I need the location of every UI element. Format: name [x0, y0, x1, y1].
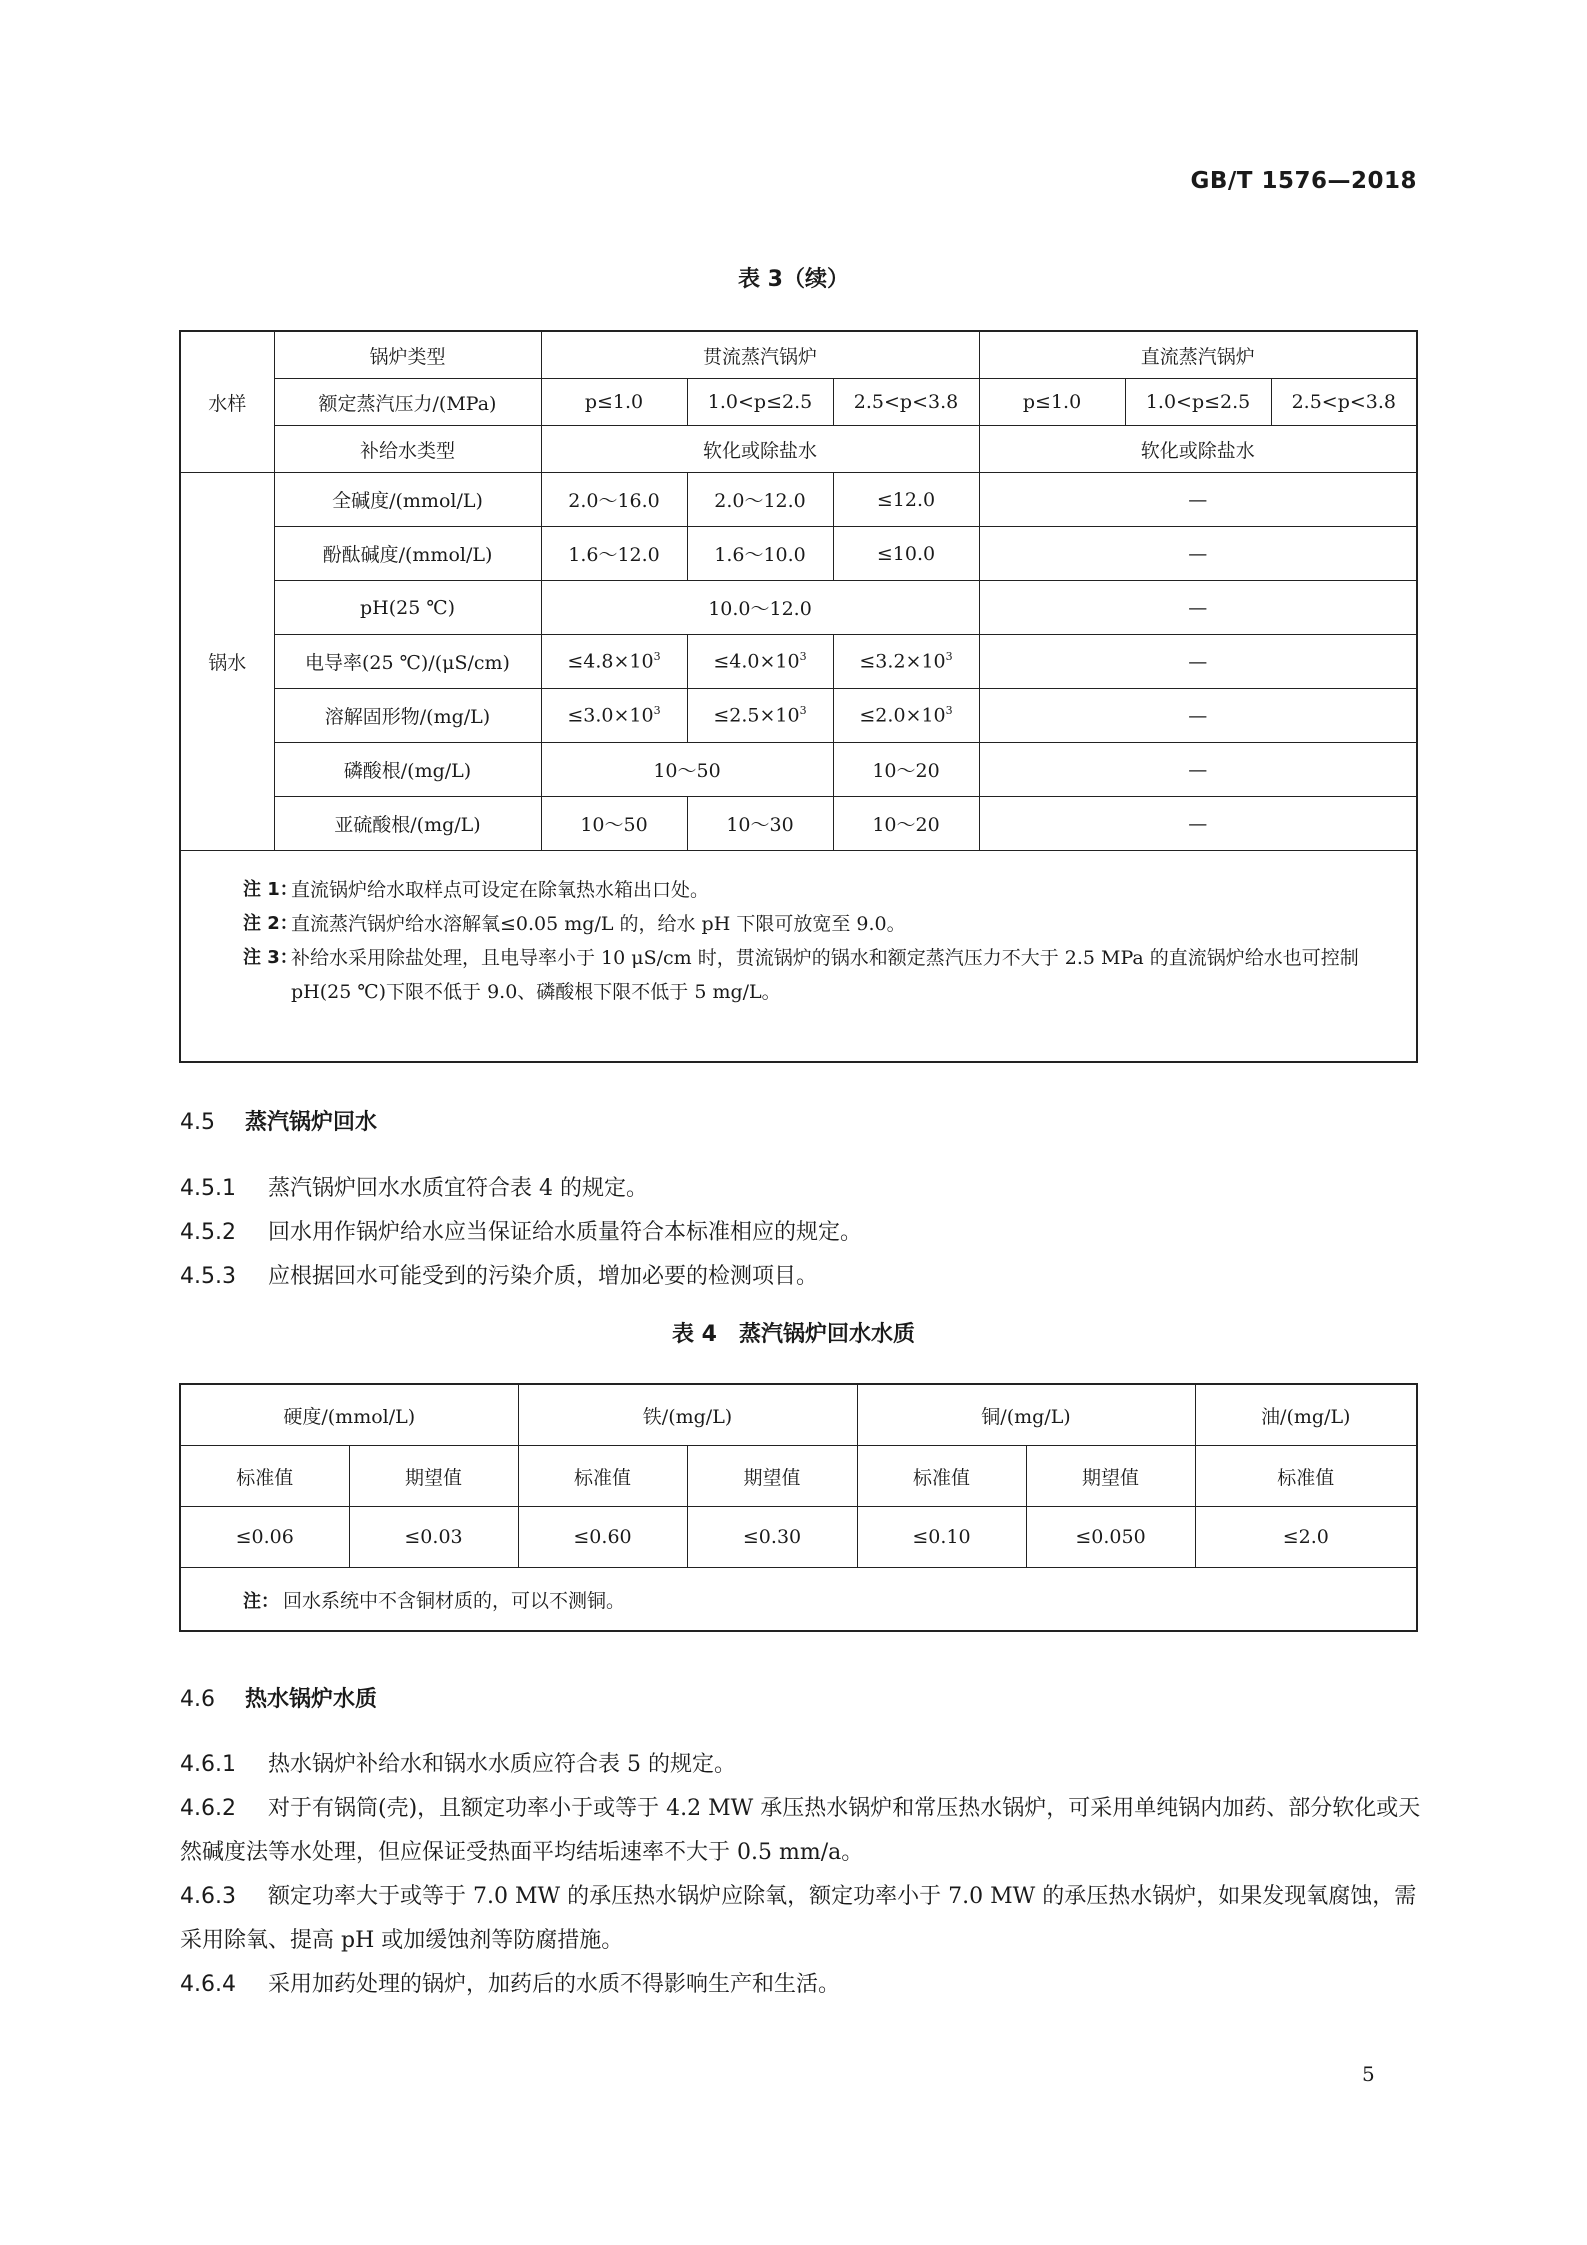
section-number: 4.5 [180, 1110, 215, 1135]
subhead-expected: 期望值 [349, 1446, 518, 1507]
clause-text: 蒸汽锅炉回水水质宜符合表 4 的规定。 [268, 1176, 648, 1201]
group-iron: 铁/(mg/L) [518, 1384, 857, 1446]
cell: ≤12.0 [833, 473, 979, 527]
note-text: 补给水采用除盐处理，且电导率小于 10 μS/cm 时，贯流锅炉的锅水和额定蒸汽压力不大于 2.5 MPa 的直流锅炉给水也可控制 pH(25 ℃)下限不低于 9.0、磷酸根下限不低于 5 mg/L。 [291, 947, 1359, 1003]
subhead-standard: 标准值 [857, 1446, 1026, 1507]
subhead-expected: 期望值 [687, 1446, 857, 1507]
clause-4-6-2 [180, 1787, 1430, 1875]
cell-dash: — [979, 689, 1417, 743]
cell: 2.0～12.0 [687, 473, 833, 527]
clause-number: 4.6.1 [180, 1752, 236, 1777]
table-3 [179, 330, 1418, 1063]
group-once-through: 贯流蒸汽锅炉 [541, 331, 979, 379]
note-text: 直流锅炉给水取样点可设定在除氧热水箱出口处。 [291, 879, 710, 901]
section-4-6-heading [180, 1682, 377, 1713]
clause-number: 4.6.3 [180, 1884, 236, 1909]
clause-4-5-2 [180, 1211, 1430, 1255]
clause-4-5-1 [180, 1167, 1430, 1211]
cell-dash: — [979, 797, 1417, 851]
clause-text: 应根据回水可能受到的污染介质，增加必要的检测项目。 [268, 1264, 819, 1289]
row-label: 亚硫酸根/(mg/L) [274, 797, 541, 851]
boiler-type-label: 锅炉类型 [274, 331, 541, 379]
cell-mantissa: ≤2.5×10 [713, 704, 800, 727]
pressure-range: 2.5<p<3.8 [1271, 379, 1417, 426]
note-2 [243, 907, 1416, 941]
cell: ≤0.050 [1026, 1507, 1195, 1568]
cell-dash: — [979, 527, 1417, 581]
cell-exponent: 3 [799, 704, 807, 718]
section-title: 热水锅炉水质 [245, 1687, 378, 1712]
makeup-type: 软化或除盐水 [979, 426, 1417, 473]
clause-4-6-3 [180, 1875, 1430, 1963]
cell-exponent: 3 [799, 650, 807, 664]
cell-dash: — [979, 635, 1417, 689]
clause-number: 4.5.3 [180, 1264, 236, 1289]
group-direct-flow: 直流蒸汽锅炉 [979, 331, 1417, 379]
pressure-range: p≤1.0 [979, 379, 1125, 426]
clause-text: 对于有锅筒(壳)，且额定功率小于或等于 4.2 MW 承压热水锅炉和常压热水锅炉，可采用单纯锅内加药、部分软化或天然碱度法等水处理，但应保证受热面平均结垢速率不大于 0.5 mm/a。 [180, 1796, 1421, 1865]
makeup-type: 软化或除盐水 [541, 426, 979, 473]
pressure-range: p≤1.0 [541, 379, 687, 426]
pressure-range: 2.5<p<3.8 [833, 379, 979, 426]
cell-mantissa: ≤2.0×10 [859, 704, 946, 727]
clause-number: 4.5.2 [180, 1220, 236, 1245]
cell: ≤0.10 [857, 1507, 1026, 1568]
cell [833, 689, 979, 743]
note-1 [243, 873, 1416, 907]
cell: 2.0～16.0 [541, 473, 687, 527]
clause-number: 4.6.2 [180, 1796, 236, 1821]
pressure-range: 1.0<p≤2.5 [1125, 379, 1271, 426]
note-label: 注 3： [243, 947, 298, 968]
clause-text: 额定功率大于或等于 7.0 MW 的承压热水锅炉应除氧，额定功率小于 7.0 MW 的承压热水锅炉，如果发现氧腐蚀，需采用除氧、提高 pH 或加缓蚀剂等防腐措施。 [180, 1884, 1417, 1953]
note-label: 注： [243, 1590, 279, 1612]
note-3 [243, 941, 1416, 1009]
page-number: 5 [1362, 2062, 1375, 2086]
cell: 1.6～10.0 [687, 527, 833, 581]
cell-exponent: 3 [653, 650, 661, 664]
group-hardness: 硬度/(mmol/L) [180, 1384, 518, 1446]
makeup-label: 补给水类型 [274, 426, 541, 473]
cell-dash: — [979, 743, 1417, 797]
cell: ≤0.03 [349, 1507, 518, 1568]
cell: 10～50 [541, 797, 687, 851]
cell [687, 635, 833, 689]
note-text: 直流蒸汽锅炉给水溶解氧≤0.05 mg/L 的，给水 pH 下限可放宽至 9.0。 [291, 913, 906, 935]
clause-4-5-3 [180, 1255, 1430, 1299]
section-title: 蒸汽锅炉回水 [245, 1110, 378, 1135]
cell: ≤0.30 [687, 1507, 857, 1568]
group-copper: 铜/(mg/L) [857, 1384, 1195, 1446]
note-label: 注 2： [243, 913, 298, 934]
subhead-standard: 标准值 [518, 1446, 687, 1507]
cell [833, 635, 979, 689]
clause-number: 4.5.1 [180, 1176, 236, 1201]
cell [541, 635, 687, 689]
group-oil: 油/(mg/L) [1195, 1384, 1417, 1446]
cell: 10～50 [541, 743, 833, 797]
note-label: 注 1： [243, 879, 298, 900]
row-label: 酚酞碱度/(mmol/L) [274, 527, 541, 581]
cell: 10～20 [833, 743, 979, 797]
cell-dash: — [979, 473, 1417, 527]
cell-mantissa: ≤4.0×10 [713, 650, 800, 673]
cell: 10～30 [687, 797, 833, 851]
section-4-5-heading [180, 1105, 377, 1136]
subhead-standard: 标准值 [1195, 1446, 1417, 1507]
cell: 10～20 [833, 797, 979, 851]
clause-text: 回水用作锅炉给水应当保证给水质量符合本标准相应的规定。 [268, 1220, 863, 1245]
cell-mantissa: ≤3.2×10 [859, 650, 946, 673]
pressure-label: 额定蒸汽压力/(MPa) [274, 379, 541, 426]
clause-text: 采用加药处理的锅炉，加药后的水质不得影响生产和生活。 [268, 1972, 841, 1997]
cell-mantissa: ≤4.8×10 [567, 650, 654, 673]
row-label: 电导率(25 ℃)/(μS/cm) [274, 635, 541, 689]
cell: ≤0.06 [180, 1507, 349, 1568]
cell-exponent: 3 [653, 704, 661, 718]
note-text: 回水系统中不含铜材质的，可以不测铜。 [283, 1589, 626, 1612]
cell [687, 689, 833, 743]
cell-dash: — [979, 581, 1417, 635]
boiler-water-label: 锅水 [180, 473, 274, 851]
table-4-note [180, 1568, 1417, 1632]
row-label: 磷酸根/(mg/L) [274, 743, 541, 797]
cell: ≤10.0 [833, 527, 979, 581]
clause-4-6-4 [180, 1963, 1430, 2007]
standard-number: GB/T 1576—2018 [1190, 168, 1417, 194]
cell [541, 689, 687, 743]
table-3-notes [180, 851, 1417, 1063]
table-4-caption: 表 4 蒸汽锅炉回水水质 [672, 1322, 915, 1347]
subhead-standard: 标准值 [180, 1446, 349, 1507]
cell: ≤2.0 [1195, 1507, 1417, 1568]
clause-text: 热水锅炉补给水和锅水水质应符合表 5 的规定。 [268, 1752, 736, 1777]
sample-label: 水样 [180, 331, 274, 473]
cell: 1.6～12.0 [541, 527, 687, 581]
row-label: 溶解固形物/(mg/L) [274, 689, 541, 743]
clause-4-6-1 [180, 1743, 1430, 1787]
section-number: 4.6 [180, 1687, 215, 1712]
pressure-range: 1.0<p≤2.5 [687, 379, 833, 426]
cell: ≤0.60 [518, 1507, 687, 1568]
cell-exponent: 3 [945, 704, 953, 718]
cell-mantissa: ≤3.0×10 [567, 704, 654, 727]
cell: 10.0～12.0 [541, 581, 979, 635]
cell-exponent: 3 [945, 650, 953, 664]
row-label: 全碱度/(mmol/L) [274, 473, 541, 527]
clause-number: 4.6.4 [180, 1972, 236, 1997]
row-label: pH(25 ℃) [274, 581, 541, 635]
table-4 [179, 1383, 1418, 1632]
subhead-expected: 期望值 [1026, 1446, 1195, 1507]
table-3-caption: 表 3（续） [738, 267, 849, 292]
